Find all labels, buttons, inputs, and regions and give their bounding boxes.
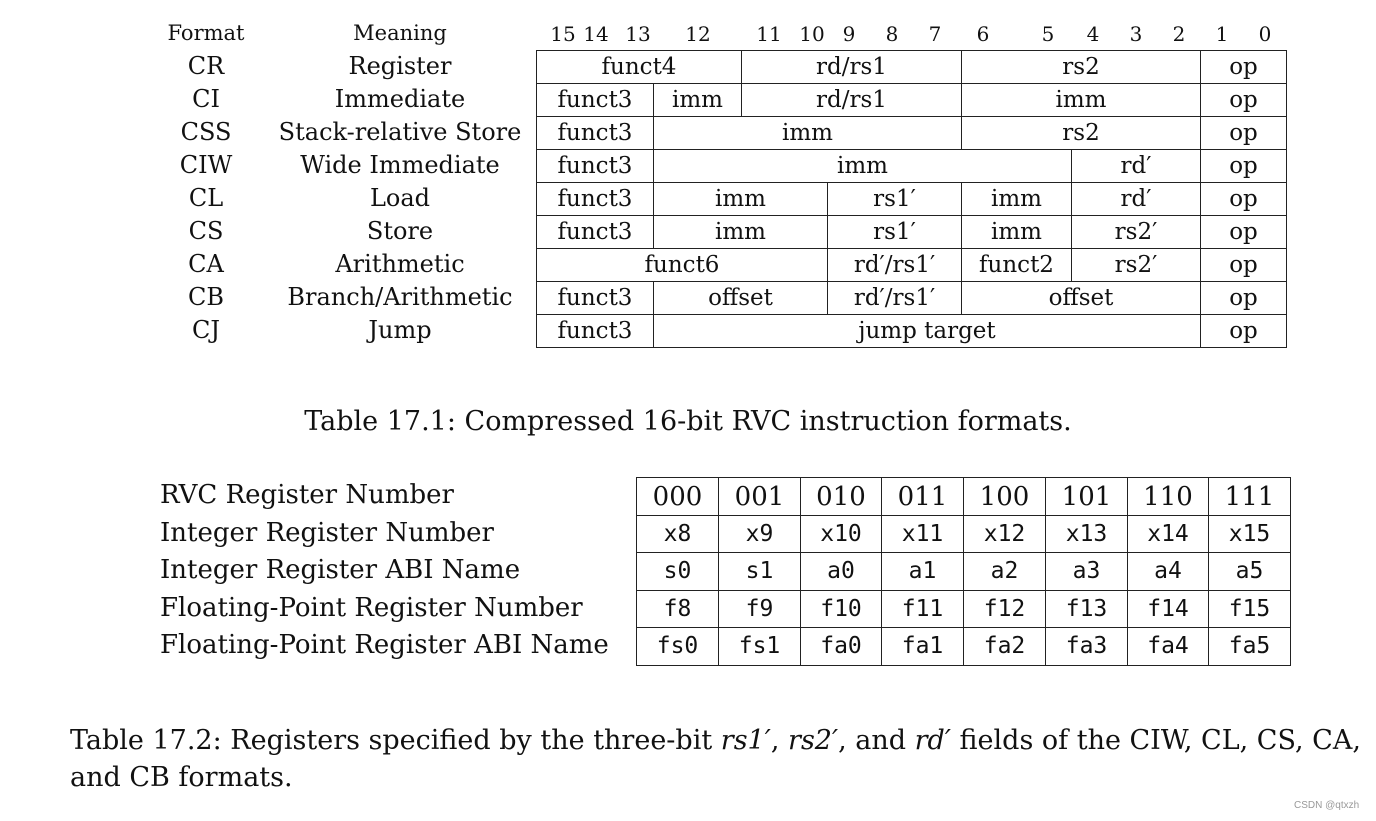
- register-value-cell: 000: [636, 477, 719, 516]
- field-cell: imm: [961, 215, 1072, 249]
- field-cell: rd′/rs1′: [827, 281, 962, 315]
- format-name: CS: [188, 217, 224, 245]
- register-value-cell: 111: [1208, 477, 1291, 516]
- field-cell: imm: [653, 182, 828, 216]
- field-cell: funct4: [536, 50, 742, 84]
- field-cell: rs2′: [1071, 215, 1201, 249]
- register-value-cell: fa1: [881, 627, 964, 666]
- field-cell: imm: [961, 182, 1072, 216]
- field-cell: funct3: [536, 116, 654, 150]
- format-meaning: Arithmetic: [335, 250, 465, 278]
- bit-label: 9: [842, 22, 856, 46]
- register-value-cell: x14: [1127, 515, 1209, 553]
- bit-label: 8: [885, 22, 899, 46]
- format-meaning: Wide Immediate: [300, 151, 500, 179]
- caption-sep2: , and: [838, 725, 915, 756]
- field-cell: rs2′: [1071, 248, 1201, 282]
- register-value-cell: fa5: [1208, 627, 1291, 666]
- field-cell: op: [1200, 116, 1287, 150]
- bit-label: 14: [583, 22, 609, 46]
- register-value-cell: f11: [881, 590, 964, 628]
- field-cell: imm: [653, 149, 1072, 183]
- register-row-label: Integer Register ABI Name: [160, 555, 521, 585]
- register-row-label: Floating-Point Register Number: [160, 592, 583, 623]
- field-cell: rd/rs1: [741, 50, 962, 84]
- format-meaning: Register: [348, 52, 452, 80]
- field-cell: funct3: [536, 149, 654, 183]
- bit-label: 13: [625, 22, 651, 46]
- format-meaning: Store: [366, 217, 434, 245]
- field-cell: rd′/rs1′: [827, 248, 962, 282]
- field-cell: funct3: [536, 215, 654, 249]
- field-cell: rs1′: [827, 215, 962, 249]
- bit-label: 3: [1129, 22, 1143, 46]
- register-value-cell: x8: [636, 515, 719, 553]
- meaning-column-header: Meaning: [353, 21, 447, 45]
- field-cell: op: [1200, 149, 1287, 183]
- register-value-cell: 101: [1045, 477, 1128, 516]
- table-17-2-caption: [70, 724, 1361, 758]
- register-value-cell: s1: [718, 552, 801, 591]
- register-value-cell: f9: [718, 590, 801, 628]
- format-meaning: Branch/Arithmetic: [287, 283, 513, 311]
- field-cell: op: [1200, 281, 1287, 315]
- caption-suffix: fields of the CIW, CL, CS, CA,: [950, 725, 1361, 756]
- caption-rs1: rs1′: [720, 725, 771, 756]
- field-cell: rs1′: [827, 182, 962, 216]
- caption-prefix: Table 17.2: Registers specified by the three-bit: [70, 725, 721, 756]
- register-value-cell: f15: [1208, 590, 1291, 628]
- field-cell: funct6: [536, 248, 828, 282]
- register-value-cell: 011: [881, 477, 964, 516]
- register-value-cell: fa4: [1127, 627, 1209, 666]
- register-value-cell: a2: [963, 552, 1046, 591]
- bit-label: 12: [685, 22, 711, 46]
- field-cell: offset: [653, 281, 828, 315]
- format-name: CA: [188, 250, 224, 278]
- register-value-cell: f8: [636, 590, 719, 628]
- field-cell: op: [1200, 50, 1287, 84]
- field-cell: funct3: [536, 281, 654, 315]
- format-column-header: Format: [167, 21, 245, 45]
- register-value-cell: a4: [1127, 552, 1209, 591]
- register-value-cell: a1: [881, 552, 964, 591]
- format-meaning: Load: [369, 184, 431, 212]
- bit-label: 0: [1258, 22, 1272, 46]
- register-value-cell: x15: [1208, 515, 1291, 553]
- field-cell: op: [1200, 182, 1287, 216]
- register-value-cell: f13: [1045, 590, 1128, 628]
- bit-label: 11: [756, 22, 782, 46]
- bit-label: 7: [928, 22, 942, 46]
- register-value-cell: fa0: [800, 627, 882, 666]
- format-name: CSS: [180, 118, 232, 146]
- register-value-cell: 010: [800, 477, 882, 516]
- table-17-1-caption: Table 17.1: Compressed 16-bit RVC instruction formats.: [304, 406, 1072, 437]
- field-cell: rs2: [961, 116, 1201, 150]
- register-value-cell: fa3: [1045, 627, 1128, 666]
- format-name: CL: [188, 184, 224, 212]
- field-cell: op: [1200, 215, 1287, 249]
- table-17-2-caption-line2: and CB formats.: [70, 762, 293, 793]
- field-cell: rs2: [961, 50, 1201, 84]
- field-cell: rd′: [1071, 149, 1201, 183]
- bit-label: 15: [550, 22, 576, 46]
- caption-sep1: ,: [770, 725, 789, 756]
- format-name: CIW: [179, 151, 233, 179]
- field-cell: imm: [961, 83, 1201, 117]
- field-cell: offset: [961, 281, 1201, 315]
- field-cell: funct3: [536, 83, 654, 117]
- bit-label: 2: [1172, 22, 1186, 46]
- register-value-cell: s0: [636, 552, 719, 591]
- field-cell: imm: [653, 215, 828, 249]
- register-value-cell: fs1: [718, 627, 801, 666]
- watermark: CSDN @qtxzh: [1294, 800, 1360, 811]
- bit-label: 10: [799, 22, 825, 46]
- register-value-cell: fs0: [636, 627, 719, 666]
- field-cell: funct3: [536, 182, 654, 216]
- register-row-label: RVC Register Number: [160, 480, 454, 510]
- register-row-label: Integer Register Number: [160, 517, 494, 548]
- format-name: CJ: [192, 316, 220, 344]
- field-cell: imm: [653, 83, 742, 117]
- register-value-cell: x12: [963, 515, 1046, 553]
- format-meaning: Stack-relative Store: [278, 118, 522, 146]
- register-value-cell: 001: [718, 477, 801, 516]
- register-value-cell: fa2: [963, 627, 1046, 666]
- format-meaning: Immediate: [334, 85, 466, 113]
- register-value-cell: 110: [1127, 477, 1209, 516]
- field-cell: jump target: [653, 314, 1201, 348]
- field-cell: funct3: [536, 314, 654, 348]
- field-cell: funct2: [961, 248, 1072, 282]
- bit-label: 6: [976, 22, 990, 46]
- bit-label: 1: [1215, 22, 1229, 46]
- field-cell: op: [1200, 314, 1287, 348]
- field-cell: imm: [653, 116, 962, 150]
- format-meaning: Jump: [368, 316, 432, 344]
- bit-label: 4: [1086, 22, 1100, 46]
- caption-rs2: rs2′: [788, 725, 839, 756]
- register-value-cell: a0: [800, 552, 882, 591]
- format-name: CB: [188, 283, 224, 311]
- register-value-cell: x11: [881, 515, 964, 553]
- field-cell: op: [1200, 83, 1287, 117]
- register-value-cell: x13: [1045, 515, 1128, 553]
- field-cell: op: [1200, 248, 1287, 282]
- caption-rd: rd′: [914, 725, 951, 756]
- bit-label: 5: [1041, 22, 1055, 46]
- register-value-cell: f12: [963, 590, 1046, 628]
- register-value-cell: x10: [800, 515, 882, 553]
- format-name: CI: [192, 85, 220, 113]
- register-value-cell: f10: [800, 590, 882, 628]
- register-value-cell: f14: [1127, 590, 1209, 628]
- register-value-cell: a3: [1045, 552, 1128, 591]
- format-name: CR: [187, 52, 225, 80]
- register-value-cell: a5: [1208, 552, 1291, 591]
- field-cell: rd′: [1071, 182, 1201, 216]
- register-value-cell: 100: [963, 477, 1046, 516]
- register-value-cell: x9: [718, 515, 801, 553]
- field-cell: rd/rs1: [741, 83, 962, 117]
- register-row-label: Floating-Point Register ABI Name: [160, 630, 609, 660]
